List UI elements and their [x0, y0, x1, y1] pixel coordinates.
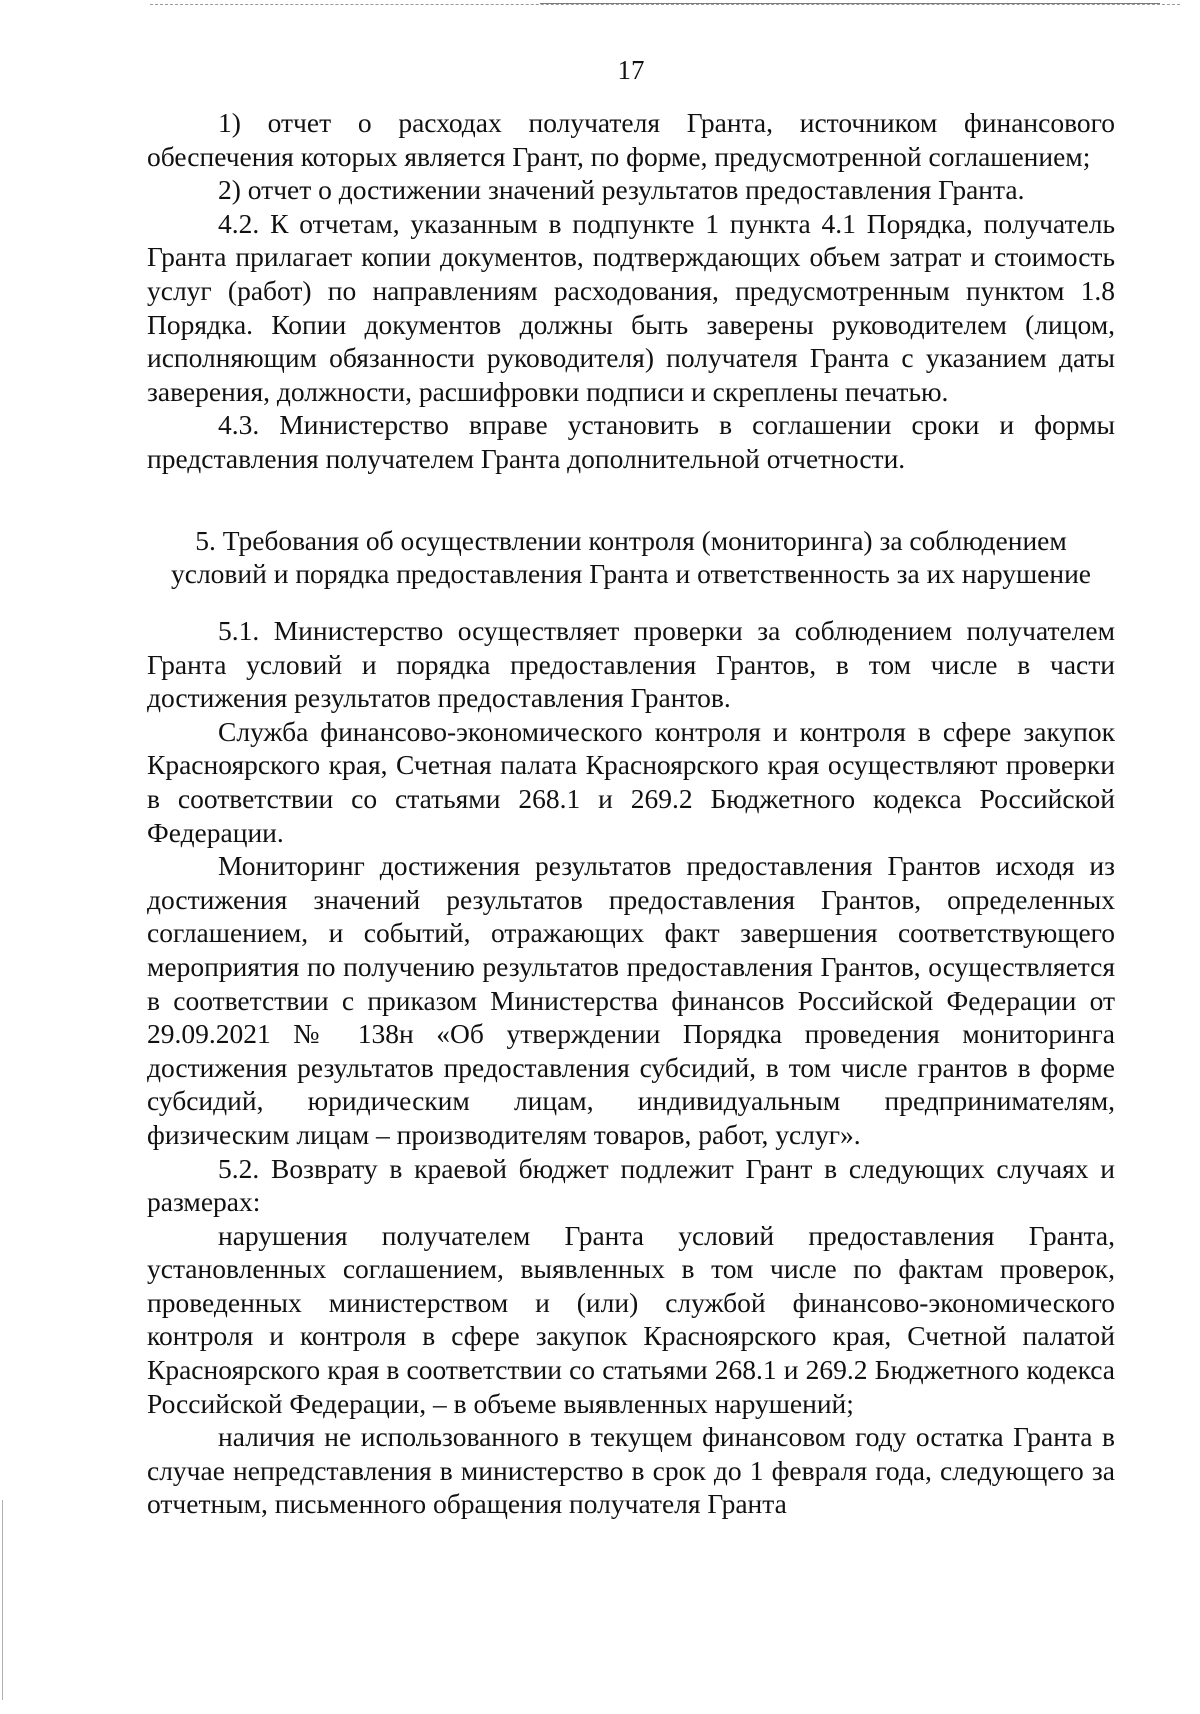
page-number: 17 [617, 55, 645, 85]
section-5-heading-line-2: условий и порядка предоставления Гранта и ответственность за их нарушение [171, 558, 1091, 589]
paragraph-control-service: Служба финансово-экономического контроля и контроля в сфере закупок Красноярского края, Счетная палата Красноярского края осуществляют проверки в соответствии со статьями 268.1 и 269.2 Бюджетного кодекса Российской Федерации. [147, 715, 1115, 848]
section-4-text [147, 106, 1115, 476]
paragraph-4-2: 4.2. К отчетам, указанным в подпункте 1 пункта 4.1 Порядка, получатель Гранта прилагает копии документов, подтверждающих объем затрат и стоимость услуг (работ) по направлениям расходования, предусмотренным пунктом 1.8 Порядка. Копии документов должны быть заверены руководителем (лицом, исполняющим обязанности руководителя) получателя Гранта с указанием даты заверения, должности, расшифровки подписи и скреплены печатью. [147, 207, 1115, 407]
scan-edge-top-solid [540, 3, 1160, 4]
scan-edge-top [150, 4, 1180, 5]
report-item-1: 1) отчет о расходах получателя Гранта, источником финансового обеспечения которых является Грант, по форме, предусмотренной соглашением; [147, 107, 1115, 172]
report-item-2: 2) отчет о достижении значений результатов предоставления Гранта. [218, 174, 1025, 206]
paragraph-4-3: 4.3. Министерство вправе установить в соглашении сроки и формы представления получателем Гранта дополнительной отчетности. [147, 409, 1115, 474]
section-5-text [147, 614, 1115, 1521]
paragraph-5-1: 5.1. Министерство осуществляет проверки за соблюдением получателем Гранта условий и порядка предоставления Грантов, в том числе в части достижения результатов предоставления Грантов. [147, 615, 1115, 714]
section-5-heading [147, 524, 1115, 590]
section-5-heading-line-1: 5. Требования об осуществлении контроля (мониторинга) за соблюдением [195, 525, 1067, 556]
paragraph-monitoring: Мониторинг достижения результатов предоставления Грантов исходя из достижения значений результатов предоставления Грантов, определенных соглашением, и событий, отражающих факт завершения соответствующего мероприятия по получению результатов предоставления Грантов, осуществляется в соответствии с приказом Министерства финансов Российской Федерации от 29.09.2021 № 138н «Об утверждении Порядка проведения мониторинга достижения результатов предоставления субсидий, в том числе грантов в форме субсидий, юридическим лицам, индивидуальным предпринимателям, физическим лицам – производителям товаров, работ, услуг». [147, 850, 1115, 1150]
paragraph-5-2: 5.2. Возврату в краевой бюджет подлежит Грант в следующих случаях и размерах: [147, 1152, 1115, 1218]
scan-edge-left [2, 1500, 3, 1700]
paragraph-unused-balance: наличия не использованного в текущем финансовом году остатка Гранта в случае непредставления в министерство в срок до 1 февраля года, следующего за отчетным, письменного обращения получателя Гранта [147, 1421, 1115, 1520]
paragraph-violations: нарушения получателем Гранта условий предоставления Гранта, установленных соглашением, выявленных в том числе по фактам проверок, проведенных министерством и (или) службой финансово-экономического контроля и контроля в сфере закупок Красноярского края, Счетной палатой Красноярского края в соответствии со статьями 268.1 и 269.2 Бюджетного кодекса Российской Федерации, – в объеме выявленных нарушений; [147, 1219, 1115, 1419]
